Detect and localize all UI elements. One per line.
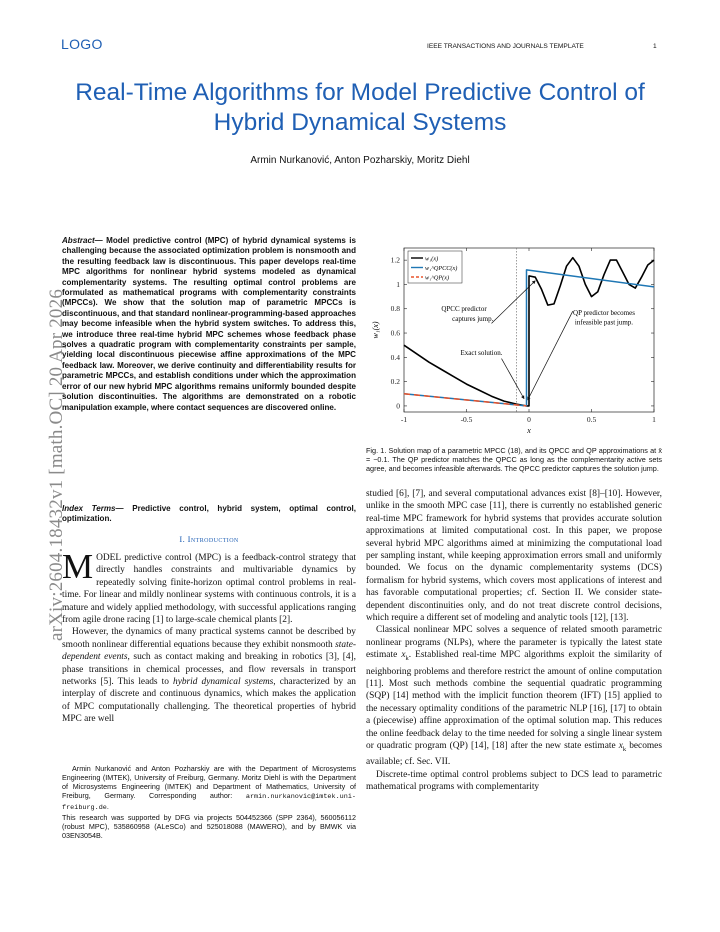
index-terms-text: — Predictive control, hybrid system, optimal control, optimization. xyxy=(62,504,357,524)
intro-p4-c: becomes available; cf. Sec. VII. xyxy=(366,741,662,768)
logo: LOGO xyxy=(61,36,103,52)
page-number: 1 xyxy=(653,43,657,50)
state-var-1: x xyxy=(401,650,406,661)
section-heading-introduction: I. Introduction xyxy=(179,534,239,544)
legend-entry: w₁(x) xyxy=(425,255,439,263)
x-tick-label: 0 xyxy=(527,415,531,424)
y-tick-label: 1 xyxy=(396,279,400,289)
y-tick-label: 0.2 xyxy=(390,377,400,387)
intro-p2-c: , characterized by an interplay of discrete and continuous dynamics, which makes the application of MPC computationally challenging. The theoretical properties of hybrid MPC are well xyxy=(62,677,356,725)
intro-p2-em1: state-dependent events xyxy=(62,639,356,663)
annotation-qpcc-line2: captures jump. xyxy=(452,314,494,323)
journal-name: IEEE TRANSACTIONS AND JOURNALS TEMPLATE xyxy=(427,43,584,50)
index-terms xyxy=(62,504,356,525)
legend-entry: w₁^QP(x) xyxy=(425,274,450,282)
annotation-exact: Exact solution. xyxy=(460,348,503,357)
x-tick-label: 0.5 xyxy=(586,415,597,424)
intro-p2-a: However, the dynamics of many practical systems cannot be described by smooth nonlinear differential equations because they exhibit nonsmooth xyxy=(62,627,356,650)
figure-1-caption: Fig. 1. Solution map of a parametric MPCC (18), and its QPCC and QP approximations at x̄ = −0.1. The QP predictor matches the QPCC as long as the complementarity active sets agree, and becomes infeasible afterwards. The QPCC predictor captures the solution jump. xyxy=(366,446,662,473)
intro-paragraph-2 xyxy=(62,626,356,725)
state-var-2: x xyxy=(618,741,623,751)
x-tick-label: -1 xyxy=(400,415,408,424)
x-tick-label: -0.5 xyxy=(460,415,473,424)
annotation-qp: QP predictor becomes xyxy=(573,308,635,317)
y-axis-label: w₁(x) xyxy=(371,321,380,339)
abstract xyxy=(62,236,356,413)
state-sub-2: k xyxy=(622,745,627,753)
intro-paragraph-4 xyxy=(366,624,662,768)
y-tick-label: 0.4 xyxy=(390,352,400,362)
arxiv-stamp-text: arXiv:2604.18432v1 [math.OC] 20 Apr 2026 xyxy=(46,288,67,642)
y-tick-label: 0 xyxy=(396,401,400,411)
figure-1-plot xyxy=(366,236,662,444)
drop-cap: M xyxy=(62,547,94,586)
author-footnote xyxy=(62,764,356,840)
abstract-text: — Model predictive control (MPC) of hybrid dynamical systems is challenging because the associated optimization problem is nonsmooth and the resulting feedback law is discontinuous. This paper develops real-time MPC algorithms for nonlinear hybrid systems modeled as dynamical complementarity systems. The resulting optimal control problems are formulated as mathematical programs with complementarity constraints (MPCCs). We show that the solution map of parametric MPCCs is discontinuous, and that standard nonlinear-programming-based approaches may become infeasible when the hybrid system switches. To address this, we introduce three real-time hybrid MPC schemes whose feedback phase solves a quadratic program with complementarity constraints per sample, yielding local discontinuous piecewise affine approximations of the MPC feedback law. Moreover, we derive continuity and differentiability results for parametric MPCCs, and establish conditions under which the approximation error of our new hybrid MPC algorithms remains uniformly bounded despite solution discontinuities. The algorithms are demonstrated on a robotic manipulation example, where contact sequences are discovered online. xyxy=(62,236,356,412)
intro-p1-text: ODEL predictive control (MPC) is a feedback-control strategy that directly handles constraints and multivariable dynamics by repeatedly solving finite-horizon optimal control problems in real-time. For linear and mildly nonlinear systems with continuous controls, it is a mature and widely applied methodology, with successful applications ranging from agile drone racing [1] to large-scale chemical plants [2]. xyxy=(62,553,356,626)
state-sub-1: k xyxy=(405,655,409,663)
paper-title: Real-Time Algorithms for Model Predictive Control of Hybrid Dynamical Systems xyxy=(75,79,645,136)
index-terms-lead: Index Terms xyxy=(62,504,116,513)
footnote-affiliations xyxy=(62,764,356,813)
intro-column-right xyxy=(366,488,662,794)
abstract-lead: Abstract xyxy=(62,236,95,245)
corresponding-email[interactable]: armin.nurkanovic@imtek.uni-freiburg.de xyxy=(62,793,356,812)
y-tick-label: 1.2 xyxy=(390,255,400,265)
intro-column-left xyxy=(62,547,357,726)
intro-paragraph-1 xyxy=(62,547,356,626)
x-tick-label: 1 xyxy=(652,415,656,424)
author-list: Armin Nurkanović, Anton Pozharskiy, Moritz Diehl xyxy=(250,155,470,166)
annotation-qpcc: QPCC predictor xyxy=(441,305,487,314)
footnote-period: . xyxy=(106,802,109,811)
x-axis-label: x xyxy=(527,426,531,435)
footnote-funding: This research was supported by DFG via projects 504452366 (SPP 2364), 560056112 (robust MPC), 535860958 (ALeSCo) and 525018088 (MAWERO), and by BMWK via 03EN3054B. xyxy=(62,813,356,840)
legend-entry: w₁^QPCC(x) xyxy=(425,264,458,272)
annotation-qp-line2: infeasible past jump. xyxy=(574,318,634,327)
arxiv-stamp xyxy=(18,245,67,685)
intro-paragraph-5: Discrete-time optimal control problems subject to DCS lead to parametric mathematical programs with complementarity xyxy=(366,769,662,793)
intro-p2-b: , such as contact making and breaking in robotics [3], [4], phase transitions in chemical processes, and flow reversals in transport networks [5]. This leads to xyxy=(62,652,357,688)
y-tick-label: 0.6 xyxy=(390,328,400,338)
y-tick-label: 0.8 xyxy=(390,304,400,314)
intro-p4-b: . Established real-time MPC algorithms exploit the similarity of neighboring problems and therefore restrict the amount of online computation [11]. Most such methods combine the sequential quadratic programming (SQP) [14] method with the implicit function theorem (IFT) [15] applied to the necessary optimality conditions of the parametric NLP [16], [17] to obtain a (piecewise) affine approximation of the optimal solution map. This reduces the online feedback delay to the time needed for solving a single linear system or quadratic program (QP) [14], [18] after the new state estimate xyxy=(366,650,662,751)
intro-p4-a: Classical nonlinear MPC solves a sequence of related smooth parametric nonlinear programs (NLPs), where the parameter is typically the latest state estimate xyxy=(366,625,662,661)
intro-p2-em2: hybrid dynamical systems xyxy=(173,677,274,688)
footnote-affiliation-text: Armin Nurkanović and Anton Pozharskiy are with the Department of Microsystems Engineering (IMTEK), University of Freiburg, Germany. Moritz Diehl is with the Department of Microsystems Engineering (IMTEK) and Department of Mathematics, University of Freiburg, Germany. Corresponding author: xyxy=(62,764,356,800)
intro-paragraph-3: studied [6], [7], and several computational advances exist [8]–[10]. However, unlike in the smooth MPC case [11], there is currently no established generic real-time MPC framework for hybrid systems that provides accurate solution approximations at limited computational cost. In this paper, we propose several hybrid MPC algorithms aimed at minimizing the computational load per sampling instant, while keeping approximation errors small and uniformly bounded. We focus on the dynamic complementarity systems (DCS) formalism for hybrid systems, which covers most applications of interest and has favorable computational properties; cf. Section II. We consider state-dependent discontinuities only, and do not treat discrete control decisions, which require a different set of modeling and analytic tools [12], [13]. xyxy=(366,489,662,624)
figure-1 xyxy=(366,236,662,444)
